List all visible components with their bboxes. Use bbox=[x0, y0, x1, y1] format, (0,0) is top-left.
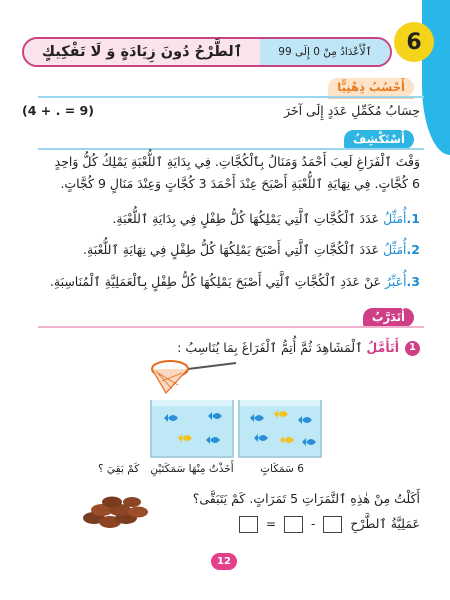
mental-calc-equation: (4 + . = 9) bbox=[22, 103, 94, 118]
fish-icon bbox=[254, 434, 268, 442]
section-divider bbox=[38, 148, 424, 150]
lesson-subtitle: ٱلْأَعْدَادُ مِنْ 0 إِلَى 99 bbox=[260, 39, 390, 65]
fish-icon bbox=[280, 436, 294, 444]
question-3-verb: أُعَبِّرُ bbox=[384, 274, 407, 289]
corner-band bbox=[422, 0, 450, 155]
question-1-text: عَدَدَ ٱلْكُجَّاتِ ٱلَّتِي يَمْلِكُهَا كُلُّ طِفْلٍ فِي بِدَايَةِ ٱللُّعْبَةِ. bbox=[112, 211, 384, 226]
question-3-text: عَنْ عَدَدِ ٱلْكُجَّاتِ ٱلَّتِي أَصْبَحَ يَمْلِكُهَا كُلُّ طِفْلٍ بِٱلْعَمَلِيَّةِ ٱلْمُنَاسِبَةِ. bbox=[49, 274, 385, 289]
lesson-title: ٱلطَّرْحُ دُونَ زِيَادَةٍ وَ لَا تَفْكِيكٍ bbox=[41, 44, 243, 60]
fish-icon bbox=[164, 414, 178, 422]
fish-icon bbox=[250, 414, 264, 422]
fish-icon bbox=[206, 436, 220, 444]
tab-explore: أَسْتَكْشِفُ bbox=[344, 130, 414, 149]
fish-icon bbox=[208, 412, 222, 420]
explore-paragraph-line2: 6 كُجَّاتٍ. فِي نِهَايَةِ ٱللُّعْبَةِ أَصْبَحَ عِنْدَ أَحْمَدَ 3 كُجَّاتٍ وَعِنْدَ مَنَالٍ 9 كُجَّاتٍ. bbox=[60, 176, 420, 191]
minus-sign: - bbox=[311, 517, 316, 531]
answer-box-1[interactable] bbox=[323, 516, 342, 533]
mental-calc-line bbox=[22, 102, 420, 120]
section-divider bbox=[38, 326, 424, 328]
page-number: 12 bbox=[211, 553, 237, 570]
question-2 bbox=[22, 241, 420, 259]
question-1-verb: أُمَثِّلُ bbox=[383, 211, 407, 226]
exercise-1-number: 1 bbox=[405, 341, 420, 356]
answer-box-3[interactable] bbox=[239, 516, 258, 533]
fishing-net-icon bbox=[148, 355, 240, 397]
exercise-1-verb: أَتَأَمَّلُ bbox=[366, 340, 399, 355]
how-many-left-label: كَمْ بَقِيَ ؟ bbox=[98, 463, 140, 475]
subtraction-label: عَمَلِيَّةُ ٱلطَّرْحِ bbox=[350, 516, 420, 531]
tank-full-label: 6 سَمَكَاتٍ bbox=[260, 463, 304, 475]
explore-paragraph-line1: وَقْتَ ٱلْفَرَاغِ لَعِبَ أَحْمَدُ وَمَنَالُ بِٱلْكُجَّاتِ. فِي بِدَايَةِ ٱللُّعْبَةِ يَمْلِكُ كُلُّ وَاحِدٍ bbox=[54, 154, 420, 169]
mental-calc-text: حِسَابُ مُكَمِّلِ عَدَدٍ إِلَى آخَرَ bbox=[283, 103, 420, 118]
fish-icon bbox=[302, 438, 316, 446]
exercise-2-question: أَكَلْتُ مِنْ هٰذِهِ ٱلتَّمَرَاتِ 5 تَمَرَاتٍ. كَمْ يَتَبَقَّى؟ bbox=[192, 491, 420, 506]
question-2-text: عَدَدَ ٱلْكُجَّاتِ ٱلَّتِي أَصْبَحَ يَمْلِكُهَا كُلُّ طِفْلٍ فِي نِهَايَةِ ٱللُّعْبَةِ. bbox=[83, 242, 384, 257]
answer-box-2[interactable] bbox=[284, 516, 303, 533]
fish-icon bbox=[178, 434, 192, 442]
fish-icon bbox=[298, 416, 312, 424]
equals-sign: = bbox=[265, 517, 277, 531]
question-1-number: 1. bbox=[406, 211, 420, 226]
question-2-number: 2. bbox=[406, 242, 420, 257]
tab-mental-calculation: أَحْسُبُ ذِهْنِيًّا bbox=[328, 78, 414, 97]
question-3 bbox=[22, 273, 420, 291]
lesson-header bbox=[22, 37, 392, 67]
tab-practice: أَتَدَرَّبُ bbox=[363, 308, 414, 327]
tank-remaining-label: أَخَذْتُ مِنْهَا سَمَكَتَيْنِ bbox=[150, 463, 234, 475]
exercise-1-text: ٱلْمَشَاهِدَ ثُمَّ أُتِمُّ ٱلْفَرَاغَ بِمَا يُنَاسِبُ : bbox=[177, 340, 367, 355]
aquarium-remaining bbox=[150, 400, 234, 458]
aquarium-full bbox=[238, 400, 322, 458]
unit-number-badge: 6 bbox=[394, 22, 434, 62]
subtraction-operation bbox=[22, 515, 420, 533]
section-divider bbox=[38, 96, 424, 98]
fish-icon bbox=[274, 410, 288, 418]
question-2-verb: أُمَثِّلُ bbox=[383, 242, 407, 257]
aquarium-scene bbox=[0, 355, 450, 485]
question-1 bbox=[22, 210, 420, 228]
question-3-number: 3. bbox=[406, 274, 420, 289]
